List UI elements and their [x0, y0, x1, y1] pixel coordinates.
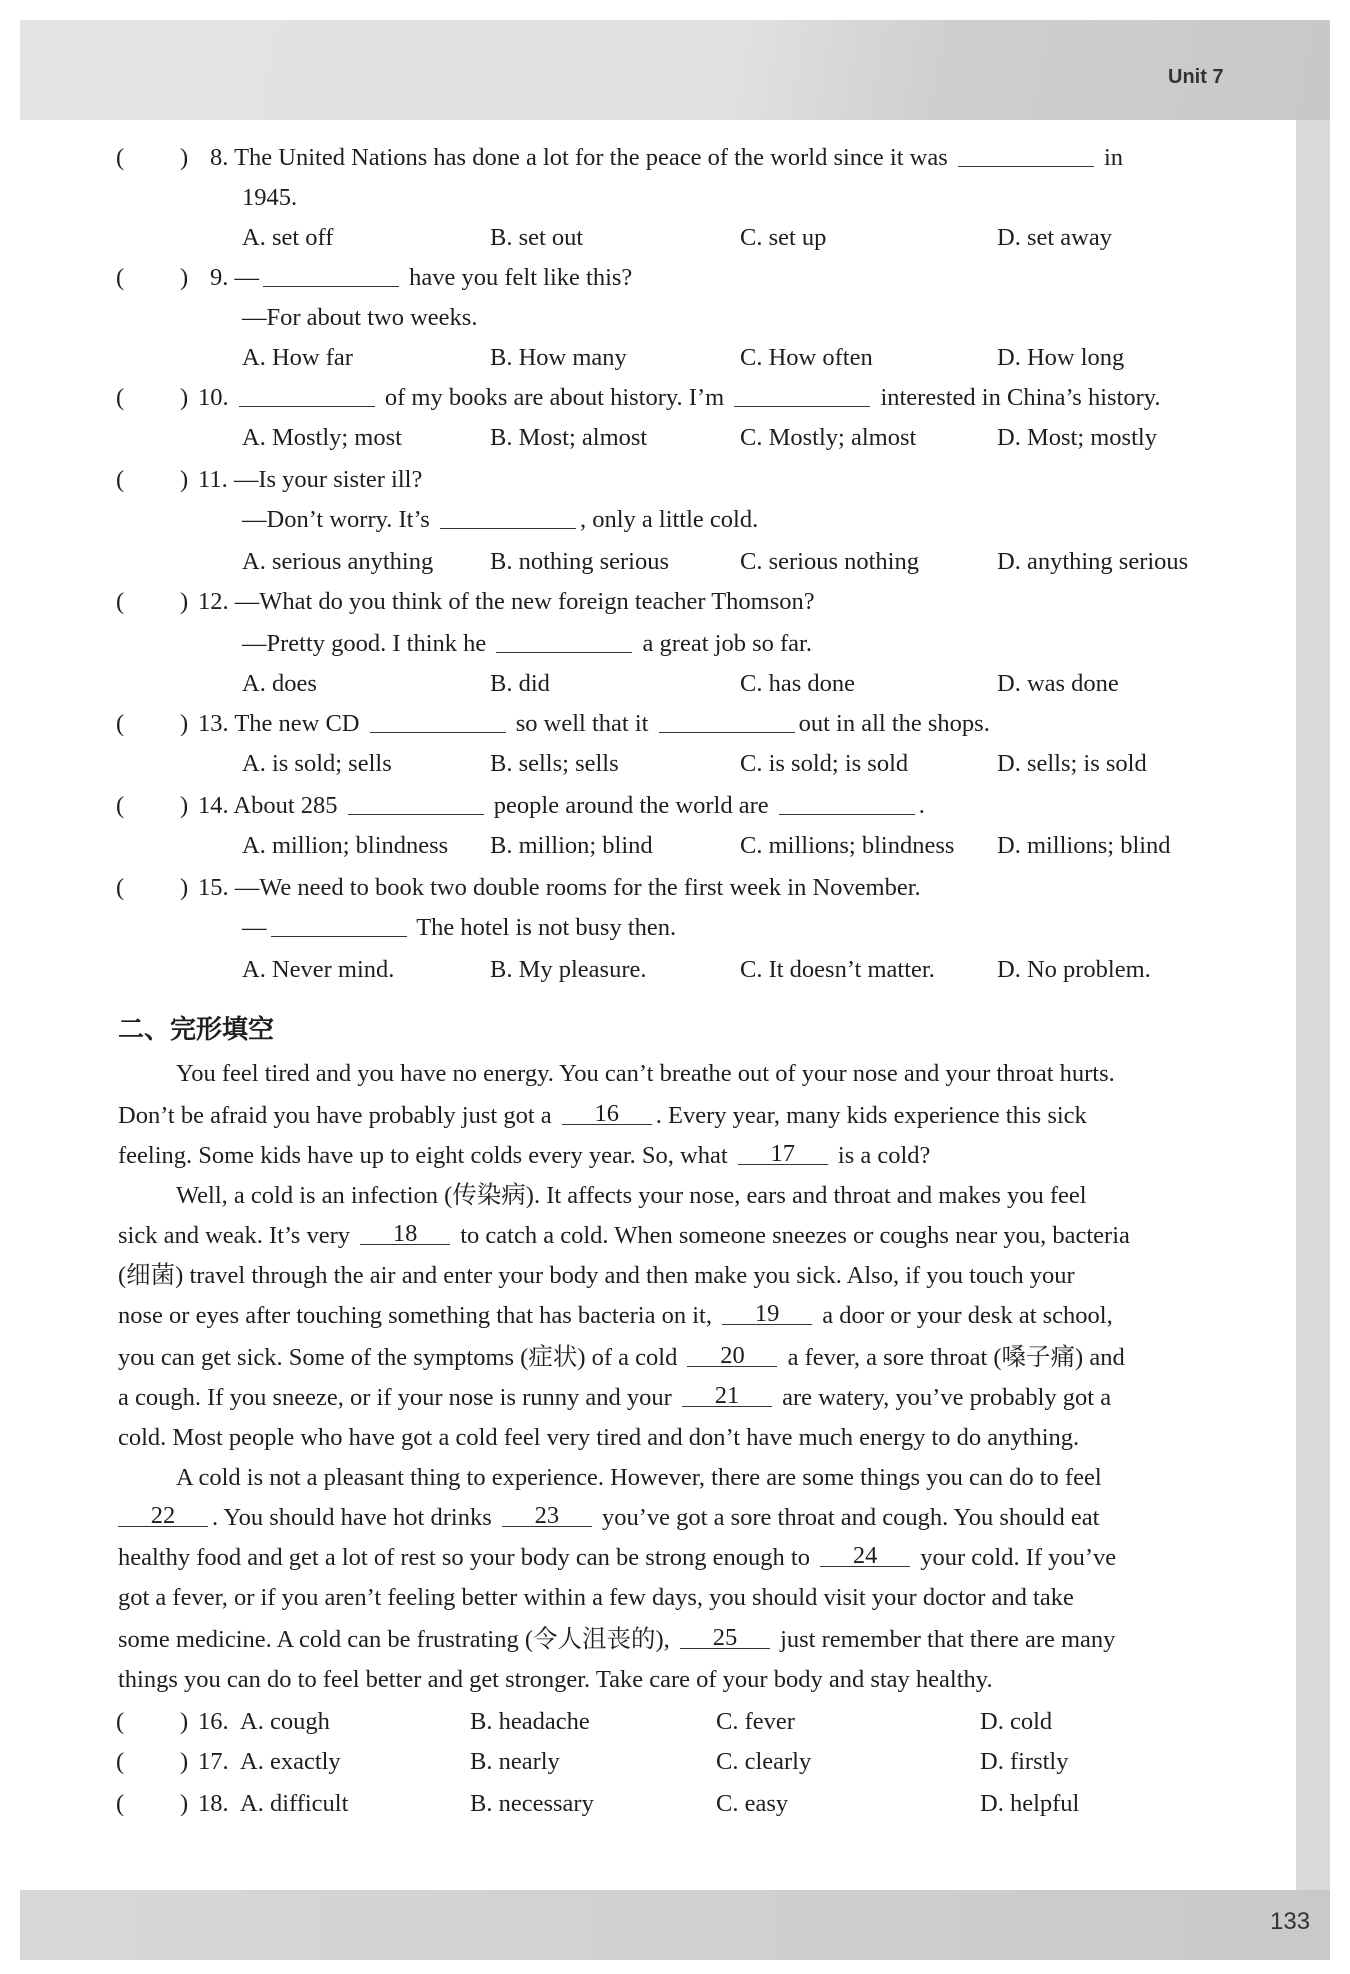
- passage-line: [118, 1498, 1099, 1538]
- passage-text: a door or your desk at school,: [822, 1302, 1113, 1329]
- answer-paren-close: ): [180, 1748, 189, 1775]
- answer-paren-close: ): [180, 874, 189, 901]
- blank-number: 18: [392, 1220, 418, 1247]
- blank-number: 19: [754, 1300, 780, 1327]
- answer-paren-close: ): [180, 710, 189, 737]
- answer-paren-close: ): [180, 264, 189, 291]
- passage-text: is a cold?: [837, 1142, 931, 1169]
- question-number: 18.: [198, 1790, 229, 1817]
- option-c: C. clearly: [716, 1748, 812, 1775]
- option-c: C. It doesn’t matter.: [740, 956, 935, 983]
- cloze-blank-17[interactable]: [738, 1138, 828, 1165]
- question-stem: —We need to book two double rooms for the first week in November.: [234, 874, 921, 901]
- question-number: 9.: [210, 264, 229, 291]
- option-d: D. millions; blind: [997, 832, 1171, 859]
- passage-text: healthy food and get a lot of rest so your body can be strong enough to: [118, 1544, 810, 1571]
- option-d: D. was done: [997, 670, 1119, 697]
- option-c: C. has done: [740, 670, 855, 697]
- answer-paren-open: (: [116, 874, 125, 901]
- option-b: B. million; blind: [490, 832, 653, 859]
- answer-paren-open: (: [116, 588, 125, 615]
- passage-text: you can get sick. Some of the symptoms (症状) of a cold: [118, 1344, 678, 1371]
- blank-number: 22: [150, 1502, 176, 1529]
- question-stem-line2: [242, 500, 758, 540]
- blank-number: 17: [770, 1140, 796, 1167]
- passage-line: got a fever, or if you aren’t feeling better within a few days, you should visit your doctor and take: [118, 1584, 1074, 1611]
- question-text: [198, 868, 921, 908]
- question-number: 11.: [198, 466, 228, 493]
- stem-part: —Don’t worry. It’s: [242, 506, 430, 533]
- passage-line: (细菌) travel through the air and enter your body and then make you sick. Also, if you touch your: [118, 1262, 1075, 1289]
- blank-number: 23: [534, 1502, 560, 1529]
- cloze-blank-22[interactable]: [118, 1500, 208, 1527]
- question-stem-line2: [242, 908, 676, 948]
- answer-paren-open: (: [116, 466, 125, 493]
- stem-part: —Pretty good. I think he: [242, 630, 487, 657]
- answer-paren-close: ): [180, 1708, 189, 1735]
- option-b: B. nothing serious: [490, 548, 669, 575]
- question-stem-cont: so well that it: [515, 710, 649, 737]
- question-stem-cont: interested in China’s history.: [880, 384, 1161, 411]
- option-b: B. My pleasure.: [490, 956, 647, 983]
- blank-number: 25: [712, 1624, 738, 1651]
- question-number: 17.: [198, 1748, 229, 1775]
- blank-number: 16: [594, 1100, 620, 1127]
- option-d: D. set away: [997, 224, 1112, 251]
- dialogue-dash: —: [242, 914, 267, 941]
- answer-blank[interactable]: [958, 140, 1094, 167]
- passage-line: [118, 1378, 1111, 1418]
- question-stem-cont: people around the world are: [493, 792, 769, 819]
- question-text: [210, 138, 1123, 178]
- cloze-blank-25[interactable]: [680, 1622, 770, 1649]
- answer-paren-open: (: [116, 264, 125, 291]
- answer-paren-close: ): [180, 792, 189, 819]
- question-number: 13.: [198, 710, 229, 737]
- option-a: A. difficult: [240, 1790, 349, 1817]
- cloze-blank-21[interactable]: [682, 1380, 772, 1407]
- passage-text: . Every year, many kids experience this sick: [655, 1102, 1087, 1129]
- answer-blank[interactable]: [271, 910, 407, 937]
- question-stem-cont: .: [918, 792, 925, 819]
- question-number: 10.: [198, 384, 229, 411]
- answer-paren-close: ): [180, 588, 189, 615]
- unit-label: Unit 7: [1168, 66, 1224, 88]
- passage-line: You feel tired and you have no energy. You can’t breathe out of your nose and your throat hurts.: [176, 1060, 1115, 1087]
- question-text: [198, 378, 1161, 418]
- answer-paren-close: ): [180, 1790, 189, 1817]
- option-a: A. million; blindness: [242, 832, 449, 859]
- answer-paren-open: (: [116, 792, 125, 819]
- passage-text: are watery, you’ve probably got a: [782, 1384, 1112, 1411]
- option-b: B. did: [490, 670, 550, 697]
- page-edge-strip: [1296, 120, 1330, 1890]
- question-stem-line2: —For about two weeks.: [242, 304, 478, 331]
- passage-line: [118, 1338, 1125, 1378]
- question-stem: —Is your sister ill?: [233, 466, 423, 493]
- answer-paren-close: ): [180, 466, 189, 493]
- passage-text: nose or eyes after touching something that has bacteria on it,: [118, 1302, 712, 1329]
- option-b: B. Most; almost: [490, 424, 648, 451]
- option-b: B. set out: [490, 224, 584, 251]
- passage-line: [118, 1538, 1116, 1578]
- section-title-cloze: 二、完形填空: [118, 1015, 275, 1045]
- option-a: A. How far: [242, 344, 353, 371]
- stem-part: a great job so far.: [642, 630, 812, 657]
- passage-text: some medicine. A cold can be frustrating (令人沮丧的),: [118, 1626, 670, 1653]
- question-number: 15.: [198, 874, 229, 901]
- passage-line: cold. Most people who have got a cold feel very tired and don’t have much energy to do anything.: [118, 1424, 1080, 1451]
- cloze-blank-23[interactable]: [502, 1500, 592, 1527]
- answer-blank[interactable]: [496, 626, 632, 653]
- question-stem-line2: 1945.: [242, 184, 298, 211]
- passage-text: a cough. If you sneeze, or if your nose is runny and your: [118, 1384, 672, 1411]
- passage-text: your cold. If you’ve: [920, 1544, 1117, 1571]
- cloze-blank-18[interactable]: [360, 1218, 450, 1245]
- question-stem-cont: in: [1104, 144, 1124, 171]
- answer-blank[interactable]: [348, 788, 484, 815]
- question-stem: About 285: [233, 792, 338, 819]
- passage-text: you’ve got a sore throat and cough. You should eat: [601, 1504, 1100, 1531]
- option-c: C. serious nothing: [740, 548, 919, 575]
- answer-blank[interactable]: [779, 788, 915, 815]
- option-c: C. millions; blindness: [740, 832, 955, 859]
- stem-part: The hotel is not busy then.: [416, 914, 677, 941]
- footer-band: [20, 1890, 1330, 1960]
- blank-number: 24: [852, 1542, 878, 1569]
- option-a: A. is sold; sells: [242, 750, 392, 777]
- question-text: [198, 786, 925, 826]
- option-a: A. does: [242, 670, 317, 697]
- passage-text: a fever, a sore throat (嗓子痛) and: [787, 1344, 1125, 1371]
- option-c: C. is sold; is sold: [740, 750, 909, 777]
- passage-text: just remember that there are many: [780, 1626, 1116, 1653]
- passage-text: to catch a cold. When someone sneezes or coughs near you, bacteria: [460, 1222, 1130, 1249]
- option-d: D. No problem.: [997, 956, 1151, 983]
- passage-text: sick and weak. It’s very: [118, 1222, 350, 1249]
- passage-text: . You should have hot drinks: [212, 1504, 492, 1531]
- cloze-blank-24[interactable]: [820, 1540, 910, 1567]
- question-stem-line2: [242, 624, 812, 664]
- option-a: A. set off: [242, 224, 334, 251]
- option-c: C. easy: [716, 1790, 789, 1817]
- option-b: B. necessary: [470, 1790, 594, 1817]
- passage-text: Don’t be afraid you have probably just got a: [118, 1102, 552, 1129]
- answer-paren-close: ): [180, 384, 189, 411]
- question-text: [198, 704, 990, 744]
- passage-line: A cold is not a pleasant thing to experience. However, there are some things you can do to feel: [176, 1464, 1102, 1491]
- option-d: D. firstly: [980, 1748, 1069, 1775]
- option-a: A. Mostly; most: [242, 424, 402, 451]
- question-stem: —What do you think of the new foreign teacher Thomson?: [234, 588, 815, 615]
- option-c: C. fever: [716, 1708, 795, 1735]
- passage-text: feeling. Some kids have up to eight colds every year. So, what: [118, 1142, 728, 1169]
- question-text: [198, 460, 422, 500]
- passage-line: [118, 1096, 1087, 1136]
- option-b: B. headache: [470, 1708, 590, 1735]
- answer-blank[interactable]: [263, 260, 399, 287]
- option-b: B. How many: [490, 344, 627, 371]
- option-d: D. How long: [997, 344, 1125, 371]
- option-c: C. Mostly; almost: [740, 424, 917, 451]
- passage-line: [118, 1216, 1130, 1256]
- passage-line: things you can do to feel better and get stronger. Take care of your body and stay healthy.: [118, 1666, 993, 1693]
- question-stem-cont: out in all the shops.: [798, 710, 990, 737]
- question-number: 16.: [198, 1708, 229, 1735]
- passage-line: [118, 1296, 1113, 1336]
- cloze-blank-20[interactable]: [687, 1340, 777, 1367]
- option-d: D. sells; is sold: [997, 750, 1147, 777]
- answer-blank[interactable]: [440, 502, 576, 529]
- passage-line: [118, 1620, 1115, 1660]
- page-number: 133: [1270, 1908, 1311, 1935]
- option-d: D. Most; mostly: [997, 424, 1157, 451]
- option-a: A. Never mind.: [242, 956, 395, 983]
- answer-paren-open: (: [116, 1748, 125, 1775]
- blank-number: 20: [720, 1342, 745, 1369]
- option-c: C. set up: [740, 224, 827, 251]
- option-a: A. exactly: [240, 1748, 341, 1775]
- answer-blank[interactable]: [659, 706, 795, 733]
- option-d: D. helpful: [980, 1790, 1080, 1817]
- cloze-blank-16[interactable]: [562, 1098, 652, 1125]
- option-d: D. cold: [980, 1708, 1053, 1735]
- question-stem: The United Nations has done a lot for the peace of the world since it was: [234, 144, 948, 171]
- question-stem: of my books are about history. I’m: [384, 384, 725, 411]
- stem-part: , only a little cold.: [579, 506, 759, 533]
- blank-number: 21: [714, 1382, 740, 1409]
- answer-paren-open: (: [116, 1790, 125, 1817]
- cloze-blank-19[interactable]: [722, 1298, 812, 1325]
- option-a: A. serious anything: [242, 548, 434, 575]
- answer-paren-open: (: [116, 710, 125, 737]
- answer-paren-open: (: [116, 144, 125, 171]
- question-stem: The new CD: [234, 710, 360, 737]
- answer-paren-close: ): [180, 144, 189, 171]
- question-number: 14.: [198, 792, 229, 819]
- header-band: [20, 20, 1330, 120]
- question-text: [198, 582, 815, 622]
- option-a: A. cough: [240, 1708, 330, 1735]
- passage-line: [118, 1136, 930, 1176]
- option-b: B. nearly: [470, 1748, 560, 1775]
- question-stem: have you felt like this?: [409, 264, 633, 291]
- option-d: D. anything serious: [997, 548, 1189, 575]
- passage-line: Well, a cold is an infection (传染病). It affects your nose, ears and throat and makes you feel: [176, 1182, 1087, 1209]
- answer-paren-open: (: [116, 384, 125, 411]
- option-c: C. How often: [740, 344, 873, 371]
- answer-blank[interactable]: [370, 706, 506, 733]
- question-text: [210, 258, 632, 298]
- option-b: B. sells; sells: [490, 750, 619, 777]
- dialogue-dash: —: [234, 264, 259, 291]
- answer-blank[interactable]: [239, 380, 375, 407]
- answer-paren-open: (: [116, 1708, 125, 1735]
- question-number: 12.: [198, 588, 229, 615]
- answer-blank[interactable]: [734, 380, 870, 407]
- question-number: 8.: [210, 144, 229, 171]
